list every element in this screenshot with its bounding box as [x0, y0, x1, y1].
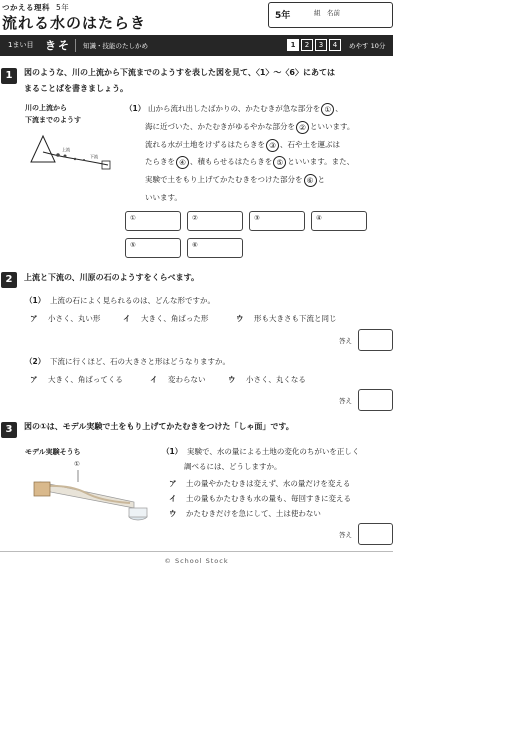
water-container-body — [129, 508, 147, 517]
q2-sub1-option-a: 小さく、丸い形 — [48, 314, 101, 323]
q2-sub2-option-c-key: ウ — [228, 375, 236, 384]
question-2-text: 上流と下流の、川原の石のようすをくらべます。 — [24, 273, 200, 282]
figure-caption-line2: 下流までのようす — [25, 116, 81, 124]
blank-mark-6: ⑥ — [304, 174, 317, 187]
q2-sub2-answer-label: 答え — [339, 397, 352, 405]
q2-sub2-option-a: 大きく、角ばってくる — [48, 375, 123, 384]
q3-option-b-key: イ — [169, 494, 177, 503]
q2-sub1-option-a-key: ア — [30, 314, 38, 323]
answer-box-1[interactable]: ① — [125, 211, 181, 231]
answer-box-5[interactable]: ⑤ — [125, 238, 181, 258]
q2-sub1-answer-box[interactable] — [358, 329, 393, 351]
question-1-text-line1: 図のような、川の上流から下流までのようすを表した図を見て、〈1〉〜〈6〉にあては — [24, 68, 335, 77]
q3-figure-caption: モデル実験そうち — [25, 448, 81, 456]
figure-label-lower: 下流 — [90, 154, 98, 159]
blank-mark-5: ⑤ — [273, 156, 286, 169]
question-3-number: 3 — [1, 422, 17, 438]
q2-sub2-option-b: 変わらない — [168, 375, 206, 384]
sheet-label: 1まい目 — [8, 41, 34, 49]
q1-line-4: たらきを ④ 、積もらせるはたらきを ⑤ といいます。また、 — [145, 157, 355, 167]
answer-box-2[interactable]: ② — [187, 211, 243, 231]
worksheet-header — [0, 0, 520, 34]
q2-sub1-option-c-key: ウ — [236, 314, 244, 323]
q2-sub2-option-a-key: ア — [30, 375, 38, 384]
time-guide: めやす 10分 — [349, 42, 386, 50]
model-apparatus-diagram — [26, 468, 151, 530]
bar-divider — [75, 39, 76, 52]
footer-divider — [0, 551, 393, 552]
series-label: つかえる理科 5年 — [2, 3, 70, 12]
q3-sub1-label: （1） — [162, 447, 183, 456]
blank-mark-3: ③ — [266, 139, 279, 152]
q1-line-2: 海に近づいた、かたむきがゆるやかな部分を ② といいます。 — [145, 122, 355, 132]
q2-sub2-option-b-key: イ — [150, 375, 158, 384]
question-2-number: 2 — [1, 272, 17, 288]
question-1-number: 1 — [1, 68, 17, 84]
name-box[interactable] — [268, 2, 393, 28]
question-3-text: 図の①は、モデル実験で土をもり上げてかたむきをつけた「しゃ面」です。 — [24, 422, 294, 431]
q3-sub1-question-line1: 実験で、水の量による土地の変化のちがいを正しく — [187, 447, 360, 456]
q1-line-5: 実験で土をもり上げてかたむきをつけた部分を ⑥ と — [145, 175, 325, 185]
figure-label-upper: 上流 — [62, 147, 70, 152]
q2-sub1-label: （1） — [25, 296, 46, 305]
q3-answer-label: 答え — [339, 531, 352, 539]
name-box-name-label: 名前 — [327, 9, 340, 17]
page-3[interactable]: 3 — [315, 39, 327, 51]
answer-box-4[interactable]: ④ — [311, 211, 367, 231]
q3-option-c: かたむきだけを急にして、土は使わない — [186, 509, 321, 518]
q1-line-3: 流れる水が土地をけずるはたらきを ③ 、石や土を運ぶは — [145, 140, 340, 150]
q2-sub2-question: 下流に行くほど、石の大きさと形はどうなりますか。 — [50, 357, 230, 366]
q3-sub1-question-line2: 調べるには、どうしますか。 — [184, 462, 282, 471]
q2-sub2-answer-box[interactable] — [358, 389, 393, 411]
rock-icon — [64, 155, 67, 158]
page-1[interactable]: 1 — [287, 39, 299, 51]
answer-box-6[interactable]: ⑥ — [187, 238, 243, 258]
support-block — [34, 482, 50, 496]
q3-figure-marker: ① — [74, 460, 80, 468]
name-box-class-label: 組 — [314, 9, 321, 17]
blank-mark-2: ② — [296, 121, 309, 134]
q2-sub2-option-c: 小さく、丸くなる — [246, 375, 306, 384]
q2-sub1-option-b: 大きく、角ばった形 — [141, 314, 209, 323]
rock-icon — [56, 153, 60, 157]
level-label: きそ — [45, 39, 71, 52]
q2-sub1-option-b-key: イ — [123, 314, 131, 323]
answer-box-3[interactable]: ③ — [249, 211, 305, 231]
blank-mark-4: ④ — [176, 156, 189, 169]
q2-sub2-label: （2） — [25, 357, 46, 366]
q3-option-a: 土の量やかたむきは変えず、水の量だけを変える — [186, 479, 351, 488]
q1-line-6: いいます。 — [145, 193, 182, 202]
q1-line-1: 山から流れ出したばかりの、かたむきが急な部分を ① 、 — [148, 104, 343, 114]
q3-option-a-key: ア — [169, 479, 177, 488]
question-1-text-line2: まることばを書きましょう。 — [24, 84, 128, 93]
page-indicator — [287, 39, 341, 51]
rock-icon — [74, 158, 76, 160]
q2-sub1-answer-label: 答え — [339, 337, 352, 345]
level-description: 知識・技能のたしかめ — [83, 42, 148, 50]
mountain-shape — [31, 136, 55, 162]
rock-icon — [83, 159, 85, 161]
figure-caption-line1: 川の上流から — [25, 104, 67, 112]
q2-sub1-question: 上流の石によく見られるのは、どんな形ですか。 — [50, 296, 215, 305]
q3-answer-box[interactable] — [358, 523, 393, 545]
page-2[interactable]: 2 — [301, 39, 313, 51]
level-bar — [0, 35, 393, 56]
q2-sub1-option-c: 形も大きさも下流と同じ — [254, 314, 337, 323]
page-title: 流れる水のはたらき — [2, 14, 147, 32]
q1-sub-label: （1） — [125, 104, 146, 113]
name-box-grade: 5年 — [275, 11, 291, 21]
page-4[interactable]: 4 — [329, 39, 341, 51]
river-diagram — [28, 130, 118, 175]
blank-mark-1: ① — [321, 103, 334, 116]
footer-copyright: © School Stock — [164, 557, 229, 565]
q3-option-c-key: ウ — [169, 509, 177, 518]
q3-option-b: 土の量もかたむきも水の量も、毎回すきに変える — [186, 494, 351, 503]
